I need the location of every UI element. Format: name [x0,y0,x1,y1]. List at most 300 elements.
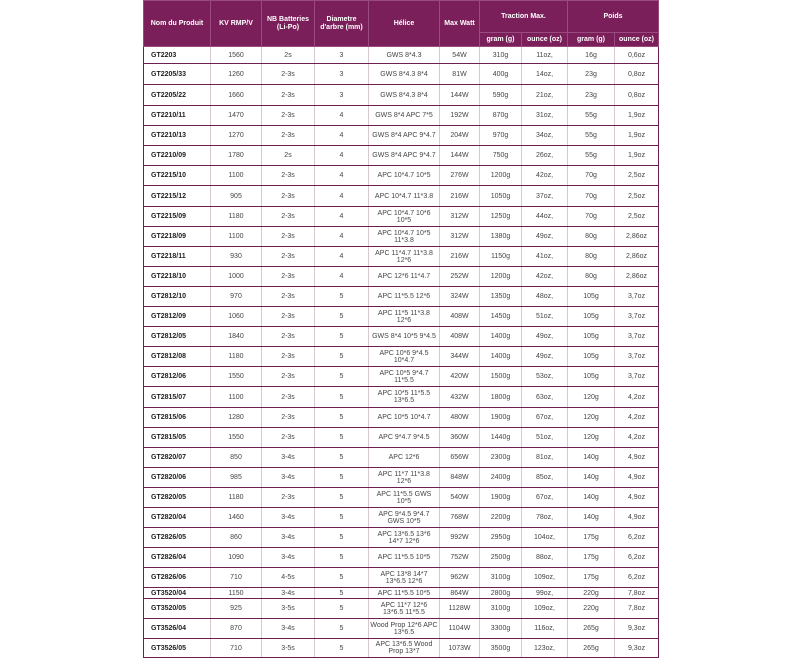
traction-ounce-cell: 42oz, [522,166,568,186]
weight-gram-cell: 23g [568,64,615,85]
traction-ounce-cell: 123oz, [522,639,568,658]
batteries-cell: 2s [262,146,315,166]
traction-gram-cell: 590g [480,85,522,106]
prop-cell: APC 10*5 9*4.7 11*5.5 [369,367,440,387]
traction-ounce-cell: 51oz, [522,428,568,448]
kv-cell: 1270 [211,126,262,146]
product-name-cell: GT2820/06 [144,468,211,488]
kv-cell: 905 [211,186,262,207]
batteries-cell: 2-3s [262,85,315,106]
kv-cell: 1180 [211,488,262,508]
product-name-cell: GT3526/05 [144,639,211,658]
weight-gram-cell: 220g [568,599,615,619]
weight-ounce-cell: 2,86oz [615,267,659,287]
col-header-batteries: NB Batteries (Li-Po) [262,1,315,47]
product-name-cell: GT2815/07 [144,387,211,408]
kv-cell: 1100 [211,387,262,408]
weight-ounce-cell: 3,7oz [615,367,659,387]
watt-cell: 540W [440,488,480,508]
product-name-cell: GT2820/04 [144,508,211,528]
shaft-cell: 5 [315,528,369,548]
shaft-cell: 5 [315,568,369,588]
shaft-cell: 5 [315,327,369,347]
table-row [144,428,659,448]
kv-cell: 1280 [211,408,262,428]
shaft-cell: 5 [315,387,369,408]
product-name-cell: GT2205/22 [144,85,211,106]
traction-ounce-cell: 14oz, [522,64,568,85]
traction-gram-cell: 1150g [480,247,522,267]
col-header-name: Nom du Produit [144,1,211,47]
watt-cell: 324W [440,287,480,307]
table-row [144,126,659,146]
watt-cell: 144W [440,85,480,106]
weight-gram-cell: 70g [568,186,615,207]
traction-gram-cell: 1400g [480,347,522,367]
weight-gram-cell: 140g [568,448,615,468]
weight-ounce-cell: 1,9oz [615,146,659,166]
traction-gram-cell: 400g [480,64,522,85]
watt-cell: 1073W [440,639,480,658]
watt-cell: 1104W [440,619,480,639]
traction-ounce-cell: 67oz, [522,488,568,508]
table-row [144,267,659,287]
product-name-cell: GT3526/04 [144,619,211,639]
weight-gram-cell: 70g [568,207,615,227]
weight-gram-cell: 55g [568,146,615,166]
prop-cell: APC 10*4.7 11*3.8 [369,186,440,207]
table-row [144,367,659,387]
prop-cell: APC 10*4.7 10*5 [369,166,440,186]
batteries-cell: 3-5s [262,639,315,658]
weight-ounce-cell: 6,2oz [615,548,659,568]
watt-cell: 252W [440,267,480,287]
product-name-cell: GT2210/13 [144,126,211,146]
kv-cell: 1550 [211,367,262,387]
weight-gram-cell: 80g [568,227,615,247]
kv-cell: 710 [211,568,262,588]
weight-ounce-cell: 3,7oz [615,287,659,307]
shaft-cell: 4 [315,247,369,267]
weight-gram-cell: 120g [568,408,615,428]
shaft-cell: 5 [315,307,369,327]
traction-gram-cell: 1350g [480,287,522,307]
kv-cell: 1090 [211,548,262,568]
traction-gram-cell: 750g [480,146,522,166]
traction-gram-cell: 1440g [480,428,522,448]
watt-cell: 1128W [440,599,480,619]
kv-cell: 1260 [211,64,262,85]
weight-ounce-cell: 9,3oz [615,619,659,639]
weight-gram-cell: 80g [568,267,615,287]
traction-ounce-cell: 21oz, [522,85,568,106]
shaft-cell: 5 [315,347,369,367]
product-name-cell: GT2218/11 [144,247,211,267]
watt-cell: 204W [440,126,480,146]
batteries-cell: 2-3s [262,408,315,428]
kv-cell: 1100 [211,166,262,186]
prop-cell: APC 10*5 11*5.5 13*6.5 [369,387,440,408]
prop-cell: APC 11*5.5 GWS 10*5 [369,488,440,508]
prop-cell: APC 9*4.5 9*4.7 GWS 10*5 [369,508,440,528]
weight-gram-cell: 105g [568,347,615,367]
traction-ounce-cell: 48oz, [522,287,568,307]
product-name-cell: GT2215/12 [144,186,211,207]
table-row [144,327,659,347]
kv-cell: 925 [211,599,262,619]
kv-cell: 1660 [211,85,262,106]
batteries-cell: 3-4s [262,468,315,488]
weight-ounce-cell: 4,9oz [615,488,659,508]
weight-gram-cell: 23g [568,85,615,106]
shaft-cell: 5 [315,287,369,307]
product-name-cell: GT2826/06 [144,568,211,588]
table-row [144,64,659,85]
traction-gram-cell: 1250g [480,207,522,227]
shaft-cell: 5 [315,448,369,468]
weight-gram-cell: 265g [568,639,615,658]
watt-cell: 864W [440,588,480,599]
shaft-cell: 4 [315,146,369,166]
batteries-cell: 2s [262,47,315,64]
shaft-cell: 5 [315,468,369,488]
shaft-cell: 5 [315,588,369,599]
watt-cell: 344W [440,347,480,367]
shaft-cell: 4 [315,166,369,186]
prop-cell: GWS 8*4.3 8*4 [369,64,440,85]
kv-cell: 1840 [211,327,262,347]
traction-ounce-cell: 44oz, [522,207,568,227]
table-row [144,207,659,227]
shaft-cell: 4 [315,186,369,207]
weight-ounce-cell: 9,3oz [615,639,659,658]
weight-gram-cell: 140g [568,488,615,508]
batteries-cell: 2-3s [262,267,315,287]
watt-cell: 420W [440,367,480,387]
weight-ounce-cell: 4,2oz [615,387,659,408]
prop-cell: APC 11*4.7 11*3.8 12*6 [369,247,440,267]
kv-cell: 870 [211,619,262,639]
traction-gram-cell: 3100g [480,599,522,619]
product-name-cell: GT2205/33 [144,64,211,85]
shaft-cell: 5 [315,488,369,508]
traction-ounce-cell: 63oz, [522,387,568,408]
product-name-cell: GT2815/06 [144,408,211,428]
shaft-cell: 4 [315,267,369,287]
watt-cell: 216W [440,247,480,267]
table-body [144,47,659,658]
batteries-cell: 3-4s [262,448,315,468]
weight-ounce-cell: 6,2oz [615,528,659,548]
batteries-cell: 2-3s [262,347,315,367]
watt-cell: 656W [440,448,480,468]
traction-ounce-cell: 109oz, [522,568,568,588]
weight-ounce-cell: 2,86oz [615,247,659,267]
kv-cell: 1100 [211,227,262,247]
batteries-cell: 3-4s [262,588,315,599]
prop-cell: APC 13*6.5 13*6 14*7 12*6 [369,528,440,548]
prop-cell: GWS 8*4.3 [369,47,440,64]
batteries-cell: 2-3s [262,207,315,227]
shaft-cell: 4 [315,207,369,227]
traction-gram-cell: 3100g [480,568,522,588]
weight-gram-cell: 105g [568,367,615,387]
table-row [144,599,659,619]
col-header-shaft: Diametre d'arbre (mm) [315,1,369,47]
prop-cell: APC 11*5.5 10*5 [369,588,440,599]
traction-gram-cell: 1050g [480,186,522,207]
shaft-cell: 4 [315,126,369,146]
col-header-kv: KV RMP/V [211,1,262,47]
prop-cell: APC 12*6 [369,448,440,468]
table-row [144,639,659,658]
col-header-weight-gram: gram (g) [568,33,615,47]
weight-gram-cell: 175g [568,548,615,568]
traction-gram-cell: 1400g [480,327,522,347]
traction-ounce-cell: 85oz, [522,468,568,488]
table-row [144,408,659,428]
shaft-cell: 5 [315,508,369,528]
table-row [144,488,659,508]
traction-ounce-cell: 104oz, [522,528,568,548]
weight-gram-cell: 120g [568,428,615,448]
weight-ounce-cell: 0,6oz [615,47,659,64]
traction-ounce-cell: 67oz, [522,408,568,428]
traction-gram-cell: 1200g [480,166,522,186]
watt-cell: 480W [440,408,480,428]
table-row [144,548,659,568]
batteries-cell: 2-3s [262,327,315,347]
traction-gram-cell: 870g [480,106,522,126]
prop-cell: APC 10*6 9*4.5 10*4.7 [369,347,440,367]
prop-cell: APC 11*5.5 10*5 [369,548,440,568]
shaft-cell: 5 [315,639,369,658]
batteries-cell: 3-4s [262,548,315,568]
weight-ounce-cell: 7,8oz [615,588,659,599]
product-name-cell: GT2218/10 [144,267,211,287]
traction-ounce-cell: 81oz, [522,448,568,468]
weight-gram-cell: 55g [568,126,615,146]
product-name-cell: GT2210/09 [144,146,211,166]
watt-cell: 768W [440,508,480,528]
watt-cell: 216W [440,186,480,207]
shaft-cell: 5 [315,599,369,619]
table-row [144,568,659,588]
shaft-cell: 3 [315,47,369,64]
traction-gram-cell: 2800g [480,588,522,599]
traction-gram-cell: 1500g [480,367,522,387]
weight-gram-cell: 105g [568,307,615,327]
shaft-cell: 5 [315,367,369,387]
traction-ounce-cell: 116oz, [522,619,568,639]
watt-cell: 992W [440,528,480,548]
table-row [144,186,659,207]
weight-gram-cell: 265g [568,619,615,639]
prop-cell: APC 13*8 14*7 13*6.5 12*6 [369,568,440,588]
kv-cell: 1060 [211,307,262,327]
kv-cell: 1560 [211,47,262,64]
prop-cell: APC 13*6.5 Wood Prop 13*7 [369,639,440,658]
batteries-cell: 2-3s [262,64,315,85]
watt-cell: 432W [440,387,480,408]
kv-cell: 860 [211,528,262,548]
batteries-cell: 2-3s [262,227,315,247]
weight-ounce-cell: 0,8oz [615,64,659,85]
kv-cell: 710 [211,639,262,658]
traction-ounce-cell: 37oz, [522,186,568,207]
weight-ounce-cell: 7,8oz [615,599,659,619]
weight-gram-cell: 80g [568,247,615,267]
table-row [144,619,659,639]
table-row [144,347,659,367]
weight-ounce-cell: 1,9oz [615,126,659,146]
product-table-container [143,0,658,658]
kv-cell: 970 [211,287,262,307]
watt-cell: 192W [440,106,480,126]
batteries-cell: 3-4s [262,508,315,528]
motor-specs-table [143,0,659,658]
watt-cell: 312W [440,207,480,227]
batteries-cell: 2-3s [262,287,315,307]
table-row [144,287,659,307]
watt-cell: 752W [440,548,480,568]
table-row [144,106,659,126]
product-name-cell: GT2812/06 [144,367,211,387]
weight-gram-cell: 105g [568,287,615,307]
table-row [144,588,659,599]
product-name-cell: GT2218/09 [144,227,211,247]
product-name-cell: GT2820/05 [144,488,211,508]
product-name-cell: GT2210/11 [144,106,211,126]
table-row [144,387,659,408]
batteries-cell: 2-3s [262,126,315,146]
traction-ounce-cell: 88oz, [522,548,568,568]
weight-gram-cell: 55g [568,106,615,126]
traction-ounce-cell: 49oz, [522,347,568,367]
traction-ounce-cell: 99oz, [522,588,568,599]
col-header-traction-gram: gram (g) [480,33,522,47]
traction-ounce-cell: 26oz, [522,146,568,166]
traction-gram-cell: 1900g [480,408,522,428]
product-name-cell: GT2812/10 [144,287,211,307]
prop-cell: APC 10*4.7 10*6 10*5 [369,207,440,227]
weight-ounce-cell: 2,5oz [615,207,659,227]
prop-cell: APC 11*7 12*6 13*6.5 11*5.5 [369,599,440,619]
weight-ounce-cell: 4,9oz [615,508,659,528]
watt-cell: 81W [440,64,480,85]
kv-cell: 1180 [211,347,262,367]
col-header-prop: Hélice [369,1,440,47]
kv-cell: 850 [211,448,262,468]
weight-gram-cell: 105g [568,327,615,347]
table-row [144,47,659,64]
kv-cell: 1180 [211,207,262,227]
product-name-cell: GT2820/07 [144,448,211,468]
table-row [144,528,659,548]
prop-cell: APC 10*4.7 10*5 11*3.8 [369,227,440,247]
traction-ounce-cell: 31oz, [522,106,568,126]
table-row [144,227,659,247]
traction-ounce-cell: 11oz, [522,47,568,64]
kv-cell: 985 [211,468,262,488]
table-row [144,468,659,488]
product-name-cell: GT2826/05 [144,528,211,548]
weight-ounce-cell: 6,2oz [615,568,659,588]
prop-cell: APC 11*5 11*3.8 12*6 [369,307,440,327]
weight-ounce-cell: 2,86oz [615,227,659,247]
weight-ounce-cell: 2,5oz [615,166,659,186]
batteries-cell: 2-3s [262,247,315,267]
weight-gram-cell: 70g [568,166,615,186]
traction-gram-cell: 3300g [480,619,522,639]
watt-cell: 408W [440,327,480,347]
table-row [144,307,659,327]
table-row [144,247,659,267]
traction-ounce-cell: 49oz, [522,327,568,347]
product-name-cell: GT2203 [144,47,211,64]
prop-cell: APC 10*5 10*4.7 [369,408,440,428]
table-row [144,166,659,186]
weight-gram-cell: 140g [568,468,615,488]
col-header-watt: Max Watt [440,1,480,47]
batteries-cell: 4-5s [262,568,315,588]
product-name-cell: GT2812/09 [144,307,211,327]
weight-gram-cell: 120g [568,387,615,408]
prop-cell: GWS 8*4 APC 9*4.7 [369,146,440,166]
col-header-weight-ounce: ounce (oz) [615,33,659,47]
kv-cell: 930 [211,247,262,267]
shaft-cell: 3 [315,64,369,85]
watt-cell: 144W [440,146,480,166]
prop-cell: APC 12*6 11*4.7 [369,267,440,287]
kv-cell: 1550 [211,428,262,448]
product-name-cell: GT2812/08 [144,347,211,367]
shaft-cell: 5 [315,619,369,639]
header-row [144,1,659,33]
prop-cell: GWS 8*4 10*5 9*4.5 [369,327,440,347]
shaft-cell: 5 [315,408,369,428]
traction-ounce-cell: 109oz, [522,599,568,619]
kv-cell: 1780 [211,146,262,166]
traction-gram-cell: 2300g [480,448,522,468]
batteries-cell: 2-3s [262,186,315,207]
batteries-cell: 3-4s [262,619,315,639]
prop-cell: Wood Prop 12*6 APC 13*6.5 [369,619,440,639]
traction-gram-cell: 2400g [480,468,522,488]
table-row [144,448,659,468]
traction-ounce-cell: 51oz, [522,307,568,327]
product-name-cell: GT3520/05 [144,599,211,619]
product-name-cell: GT3520/04 [144,588,211,599]
watt-cell: 276W [440,166,480,186]
kv-cell: 1150 [211,588,262,599]
weight-gram-cell: 220g [568,588,615,599]
kv-cell: 1460 [211,508,262,528]
traction-gram-cell: 2950g [480,528,522,548]
weight-ounce-cell: 3,7oz [615,327,659,347]
watt-cell: 54W [440,47,480,64]
col-header-traction-ounce: ounce (oz) [522,33,568,47]
col-header-traction: Traction Max. [480,1,568,33]
weight-gram-cell: 16g [568,47,615,64]
prop-cell: GWS 8*4 APC 7*5 [369,106,440,126]
weight-ounce-cell: 4,9oz [615,448,659,468]
traction-ounce-cell: 78oz, [522,508,568,528]
traction-ounce-cell: 49oz, [522,227,568,247]
traction-gram-cell: 1380g [480,227,522,247]
product-name-cell: GT2826/04 [144,548,211,568]
weight-gram-cell: 175g [568,528,615,548]
